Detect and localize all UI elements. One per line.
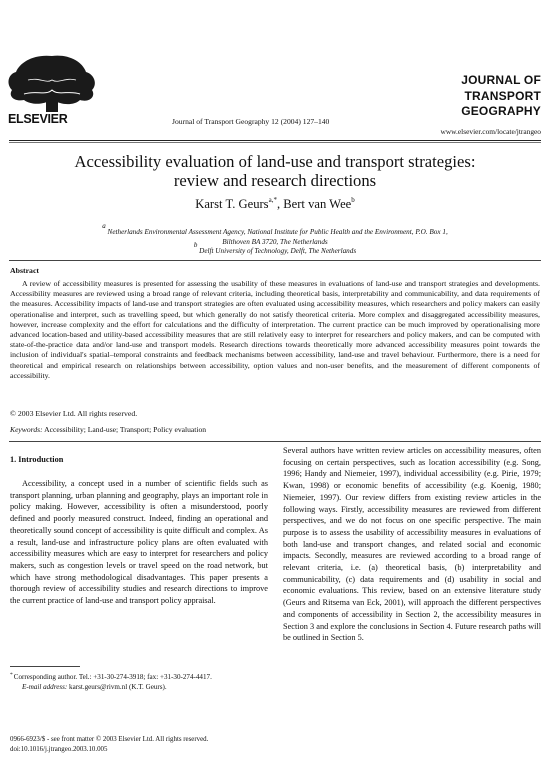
abstract-bottom-rule [9,441,541,442]
article-title-line: Accessibility evaluation of land-use and transport strategies: [74,152,476,171]
author-list [0,196,550,212]
author-separator: , [276,197,284,211]
body-paragraph-left: Accessibility, a concept used in a number of scientific fields such as transport planning, urban planning and geography, plays an important role in policy making. However, accessibility is often a misunderstood, poorly defined and poorly measured construct. Indeed, finding an operational and theoretically sound concept of accessibility is quite difficult and complex. As a result, land-use and infrastructure policy plans are often evaluated with accessibility measures which are easy to interpret for researchers and policy makers, such as congestion levels or travel speed on the road network, but which have strong methodological disadvantages. This paper presents a thorough review of accessibility studies and research directions to improve the current practice of land-use and transport policy appraisal. [10,479,268,606]
keywords [10,425,206,434]
journal-url-link[interactable]: www.elsevier.com/locate/jtrangeo [440,127,541,136]
keywords-list: Accessibility; Land-use; Transport; Policy evaluation [44,425,207,434]
author-affiliation-mark: b [351,196,355,204]
header-rule-thin [9,142,541,143]
author-name: Karst T. Geurs [195,197,269,211]
author-name: Bert van Wee [283,197,352,211]
footnote-email-link[interactable]: karst.geurs@rivm.nl [69,683,128,692]
footnote-corresponding: Corresponding author. Tel.: +31-30-274-3918; fax: +31-30-274-4417. [13,673,212,681]
abstract-text: A review of accessibility measures is presented for assessing the usability of these measures in evaluations of land-use and transport strategies and developments. Accessibility measures are reviewed using a broad range of relevant criteria, including theoretical basis, interpretability and communicability, and data requirements of the measures. Accessibility impacts of land-use and transport strategies are often evaluated using accessibility measures, which researchers and policy makers can easily operationalise and interpret, such as travelling speed, but which generally do not satisfy theoretical criteria. More complex and disaggregated accessibility measures, however, increase complexity and the effort for calculations and the difficulty of interpretation. The current practice can be much improved by operationalising more advanced location-based and utility-based accessibility measures that are still relatively easy to interpret for researchers and policy makers, and can be computed with state-of-the-practice data and/or land-use and transport models. Research directions towards theoretically more advanced accessibility measures point towards the inclusion of individual's spatial–temporal constraints and feedback mechanisms between accessibility, land-use and travel behaviour. Furthermore, there is a need for theoretical and empirical research on relationships between accessibility, option values and non-user benefits, and the measurement of different components of accessibility. [10,279,540,380]
journal-name-line: GEOGRAPHY [461,104,541,118]
affiliation-mark: b [193,241,198,249]
article-title [30,152,520,190]
footnote-email-label: E-mail address: [22,683,68,692]
keywords-label: Keywords: [10,425,43,434]
issn-info [10,735,208,755]
affiliation-mark: a [102,222,106,230]
footnote [10,670,268,693]
affiliation-text: Bilthoven BA 3720, The Netherlands [222,237,328,246]
journal-name [461,73,541,120]
abstract-heading: Abstract [10,266,40,275]
journal-name-line: TRANSPORT [464,88,541,103]
header-rule [9,140,541,141]
issn-line: 0966-6923/$ - see front matter © 2003 Elsevier Ltd. All rights reserved. [10,736,209,743]
footnote-mark: * [10,672,13,678]
publisher-name: ELSEVIER [8,112,68,126]
article-title-line: review and research directions [173,171,377,190]
affiliation-text: Netherlands Environmental Assessment Agency, National Institute for Public Health and the Environment, P.O. Box 1, [107,228,448,236]
abstract-copyright: © 2003 Elsevier Ltd. All rights reserved. [10,409,138,418]
footnote-email-suffix: (K.T. Geurs). [127,683,167,692]
affiliation-b [20,241,530,257]
abstract-top-rule [9,260,541,261]
section-heading: 1. Introduction [10,455,64,464]
author-affiliation-mark: a,* [268,196,277,204]
doi-line: doi:10.1016/j.jtrangeo.2003.10.005 [10,745,108,753]
journal-name-line: JOURNAL OF [461,73,541,87]
journal-citation: Journal of Transport Geography 12 (2004) 127–140 [172,117,330,126]
footnote-rule [10,666,80,667]
affiliation-text: Delft University of Technology, Delft, The Netherlands [199,247,357,255]
body-paragraph-right: Several authors have written review articles on accessibility measures, often focusing on certain perspectives, such as location accessibility (e.g. Song, 1996; Handy and Niemeier, 1997), individual accessibility (e.g. Pirie, 1979; Kwan, 1998) or economic benefits of accessibility (e.g. Koenig, 1980; Niemeier, 1997). Our review differs from existing review articles in the following ways. Firstly, accessibility measures are reviewed from different perspectives, and we do not focus on one specific perspective. The main purpose is to assess the usability of accessibility measures in evaluations of both land-use and transport changes, and related social and economic impacts. Secondly, measures are reviewed according to a broad range of relevant criteria, i.e. (a) theoretical basis, (b) interpretability and communicability, (c) data requirements and (d) usability in social and economic evaluations. This review, based on an extensive literature study (Geurs and Ritsema van Eck, 2001), will approach the different perspectives and components of accessibility in Section 2, the accessibility measures in Section 3 and explore the conclusions in Section 4. Future research paths will be outlined in Section 5. [283,446,541,643]
